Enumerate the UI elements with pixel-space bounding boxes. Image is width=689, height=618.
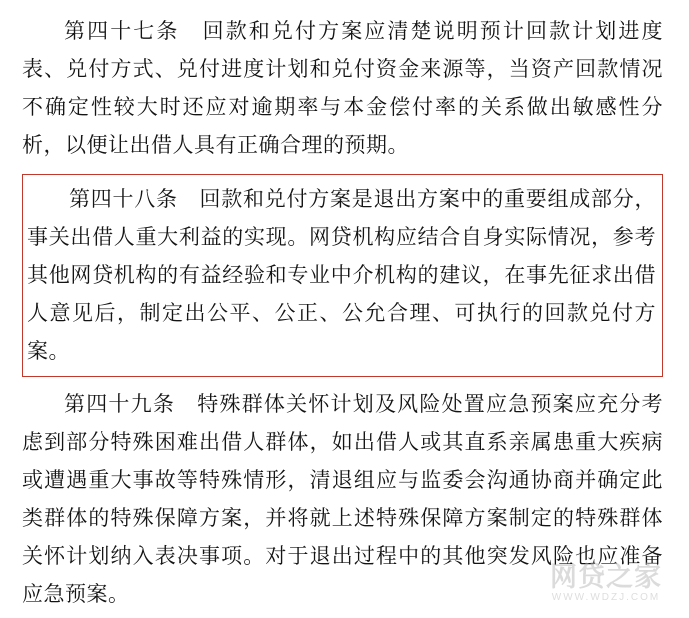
paragraph-article-47: 第四十七条 回款和兑付方案应清楚说明预计回款计划进度表、兑付方式、兑付进度计划和兑付资金来源等，当资产回款情况不确定性较大时还应对逾期率与本金偿付率的关系做出敏感性分析，以便让出借人具有正确合理的预期。	[22, 19, 663, 157]
paragraph-article-48: 第四十八条 回款和兑付方案是退出方案中的重要组成部分，事关出借人重大利益的实现。网贷机构应结合自身实际情况，参考其他网贷机构的有益经验和专业中介机构的建议，在事先征求出借人意见后，制定出公平、公正、公允合理、可执行的回款兑付方案。	[27, 187, 656, 363]
watermark-sub: WWW.WDZJ.COM	[551, 592, 661, 603]
highlighted-paragraph-box	[22, 174, 663, 377]
paragraph-article-49: 第四十九条 特殊群体关怀计划及风险处置应急预案应充分考虑到部分特殊困难出借人群体，如出借人或其直系亲属患重大疾病或遭遇重大事故等特殊情形，清退组应与监委会沟通协商并确定此类群体的特殊保障方案，并将就上述特殊保障方案制定的特殊群体关怀计划纳入表决事项。对于退出过程中的其他突发风险也应准备应急预案。	[22, 392, 663, 606]
watermark-brand: 网贷之家	[550, 562, 662, 592]
